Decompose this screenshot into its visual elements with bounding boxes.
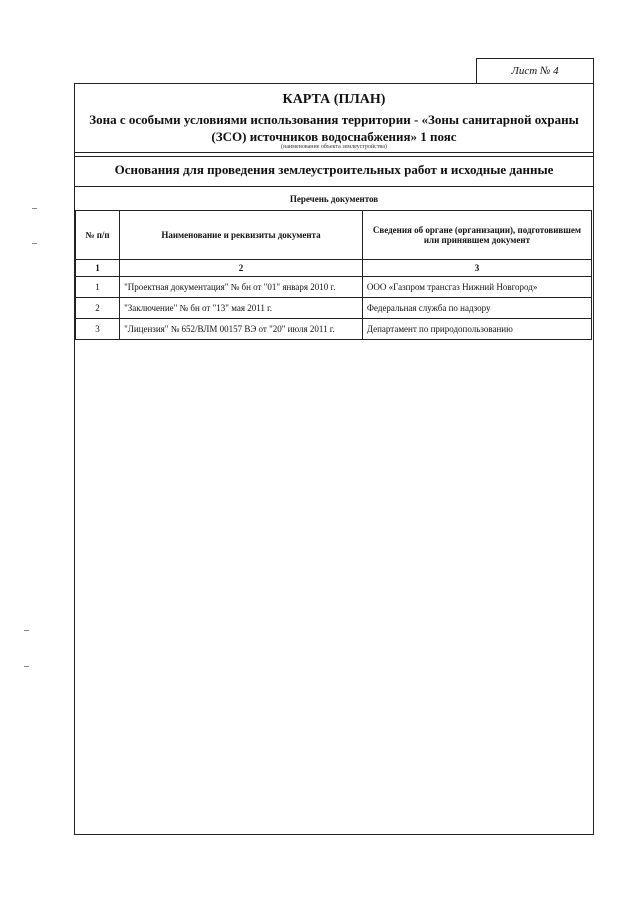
scan-mark bbox=[24, 666, 29, 667]
documents-list-title: Перечень документов bbox=[289, 194, 379, 204]
table-row bbox=[76, 319, 592, 340]
header-cell-organization: Сведения об органе (организации), подготовившем или принявшем документ bbox=[362, 211, 591, 260]
table-header-row bbox=[76, 211, 592, 260]
header-cell-document: Наименование и реквизиты документа bbox=[120, 211, 363, 260]
column-number: 1 bbox=[76, 260, 120, 277]
row-number: 2 bbox=[76, 298, 120, 319]
object-name-note: (наименование объекта землеустройства) bbox=[281, 144, 387, 150]
header-cell-number: № п/п bbox=[76, 211, 120, 260]
divider bbox=[75, 152, 593, 153]
scan-mark bbox=[32, 208, 37, 209]
row-number: 1 bbox=[76, 277, 120, 298]
row-number: 3 bbox=[76, 319, 120, 340]
sheet-number-label: Лист № 4 bbox=[511, 65, 559, 77]
documents-table bbox=[75, 210, 592, 340]
sheet-number-box bbox=[476, 58, 594, 84]
organization-cell: Федеральная служба по надзору bbox=[362, 298, 591, 319]
document-cell: "Лицензия" № 652/ВЛМ 00157 ВЭ от "20" июля 2011 г. bbox=[120, 319, 363, 340]
section-title: Основания для проведения землеустроительных работ и исходные данные bbox=[114, 162, 554, 177]
page-title: КАРТА (ПЛАН) bbox=[282, 92, 386, 107]
organization-cell: ООО «Газпром трансгаз Нижний Новгород» bbox=[362, 277, 591, 298]
column-number-row bbox=[76, 260, 592, 277]
table-row bbox=[76, 277, 592, 298]
organization-cell: Департамент по природопользованию bbox=[362, 319, 591, 340]
divider bbox=[75, 156, 593, 157]
column-number: 2 bbox=[120, 260, 363, 277]
divider bbox=[75, 186, 593, 187]
map-plan-frame bbox=[74, 83, 594, 835]
column-number: 3 bbox=[362, 260, 591, 277]
scan-mark bbox=[24, 630, 29, 631]
document-cell: "Заключение" № бн от "13" мая 2011 г. bbox=[120, 298, 363, 319]
table-row bbox=[76, 298, 592, 319]
document-cell: "Проектная документация" № бн от "01" января 2010 г. bbox=[120, 277, 363, 298]
scan-mark bbox=[32, 243, 37, 244]
zone-subtitle: Зона с особыми условиями использования территории - «Зоны санитарной охраны (ЗСО) источников водоснабжения» 1 пояс bbox=[89, 112, 579, 144]
